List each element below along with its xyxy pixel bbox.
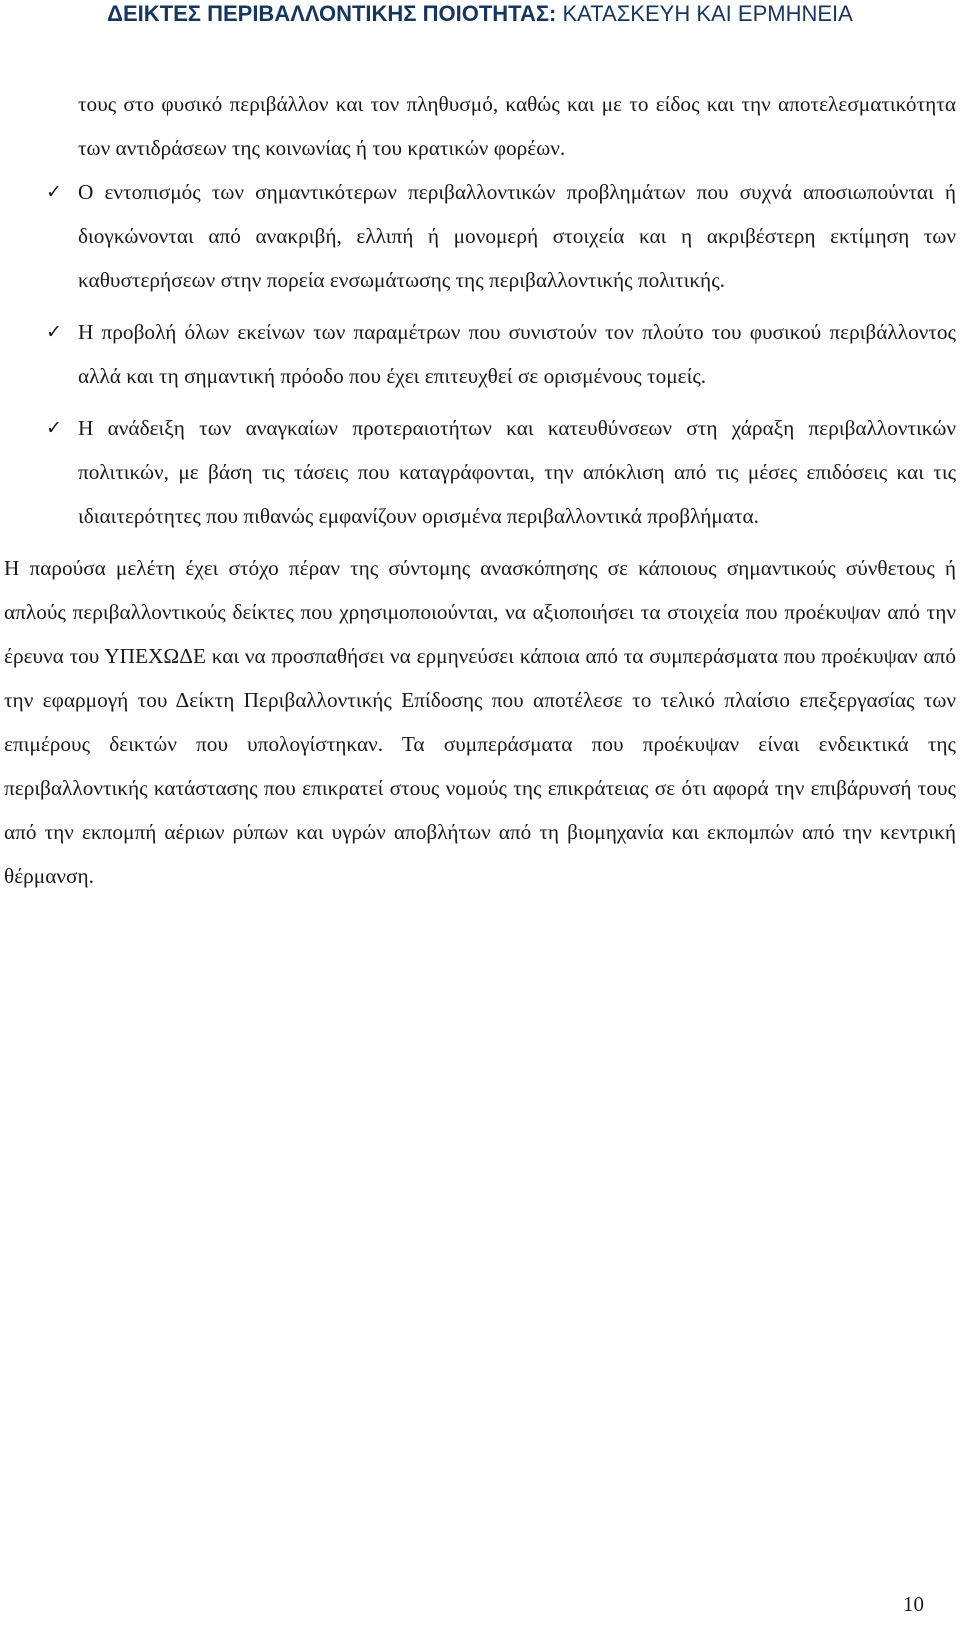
bullet-item	[4, 170, 956, 302]
checkmark-icon: ✓	[46, 321, 62, 343]
page-number: 10	[903, 1592, 924, 1616]
page-header	[0, 0, 960, 28]
bullet-item	[4, 310, 956, 398]
bullet-continuation	[4, 82, 956, 170]
bullet-text: Ο εντοπισμός των σημαντικότερων περιβαλλοντικών προβλημάτων που συχνά αποσιωπούνται ή διογκώνονται από ανακριβή, ελλιπή ή μονομερή στοιχεία και η ακριβέστερη εκτίμηση των καθυστερήσεων στην πορεία ενσωμάτωσης της περιβαλλοντικής πολιτικής.	[78, 180, 956, 292]
bullet-text: Η ανάδειξη των αναγκαίων προτεραιοτήτων και κατευθύνσεων στη χάραξη περιβαλλοντικών πολιτικών, με βάση τις τάσεις που καταγράφονται, την απόκλιση από τις μέσες επιδόσεις και τις ιδιαιτερότητες που πιθανώς εμφανίζουν ορισμένα περιβαλλοντικά προβλήματα.	[78, 416, 956, 528]
bullet-item	[4, 406, 956, 538]
checkmark-icon: ✓	[46, 181, 62, 203]
header-title-rest: ΚΑΤΑΣΚΕΥΗ ΚΑΙ ΕΡΜΗΝΕΙΑ	[556, 1, 853, 26]
bullet-list	[4, 82, 956, 538]
bullet-text: Η προβολή όλων εκείνων των παραμέτρων που συνιστούν τον πλούτο του φυσικού περιβάλλοντος αλλά και τη σημαντική πρόοδο που έχει επιτευχθεί σε ορισμένους τομείς.	[78, 320, 956, 388]
body-text	[4, 82, 956, 898]
continuation-text: τους στο φυσικό περιβάλλον και τον πληθυσμό, καθώς και με το είδος και την αποτελεσματικότητα των αντιδράσεων της κοινωνίας ή του κρατικών φορέων.	[78, 92, 956, 160]
header-title-bold: ΔΕΙΚΤΕΣ ΠΕΡΙΒΑΛΛΟΝΤΙΚΗΣ ΠΟΙΟΤΗΤΑΣ:	[107, 1, 557, 26]
checkmark-icon: ✓	[46, 417, 62, 439]
body-paragraph: Η παρούσα μελέτη έχει στόχο πέραν της σύντομης ανασκόπησης σε κάποιους σημαντικούς σύνθετους ή απλούς περιβαλλοντικούς δείκτες που χρησιμοποιούνται, να αξιοποιήσει τα στοιχεία που προέκυψαν από την έρευνα του ΥΠΕΧΩΔΕ και να προσπαθήσει να ερμηνεύσει κάποια από τα συμπεράσματα που προέκυψαν από την εφαρμογή του Δείκτη Περιβαλλοντικής Επίδοσης που αποτέλεσε το τελικό πλαίσιο επεξεργασίας των επιμέρους δεικτών που υπολογίστηκαν. Τα συμπεράσματα που προέκυψαν είναι ενδεικτικά της περιβαλλοντικής κατάστασης που επικρατεί στους νομούς της επικράτειας σε ότι αφορά την επιβάρυνσή τους από την εκπομπή αέριων ρύπων και υγρών αποβλήτων από τη βιομηχανία και εκπομπών από την κεντρική θέρμανση.	[4, 556, 956, 888]
